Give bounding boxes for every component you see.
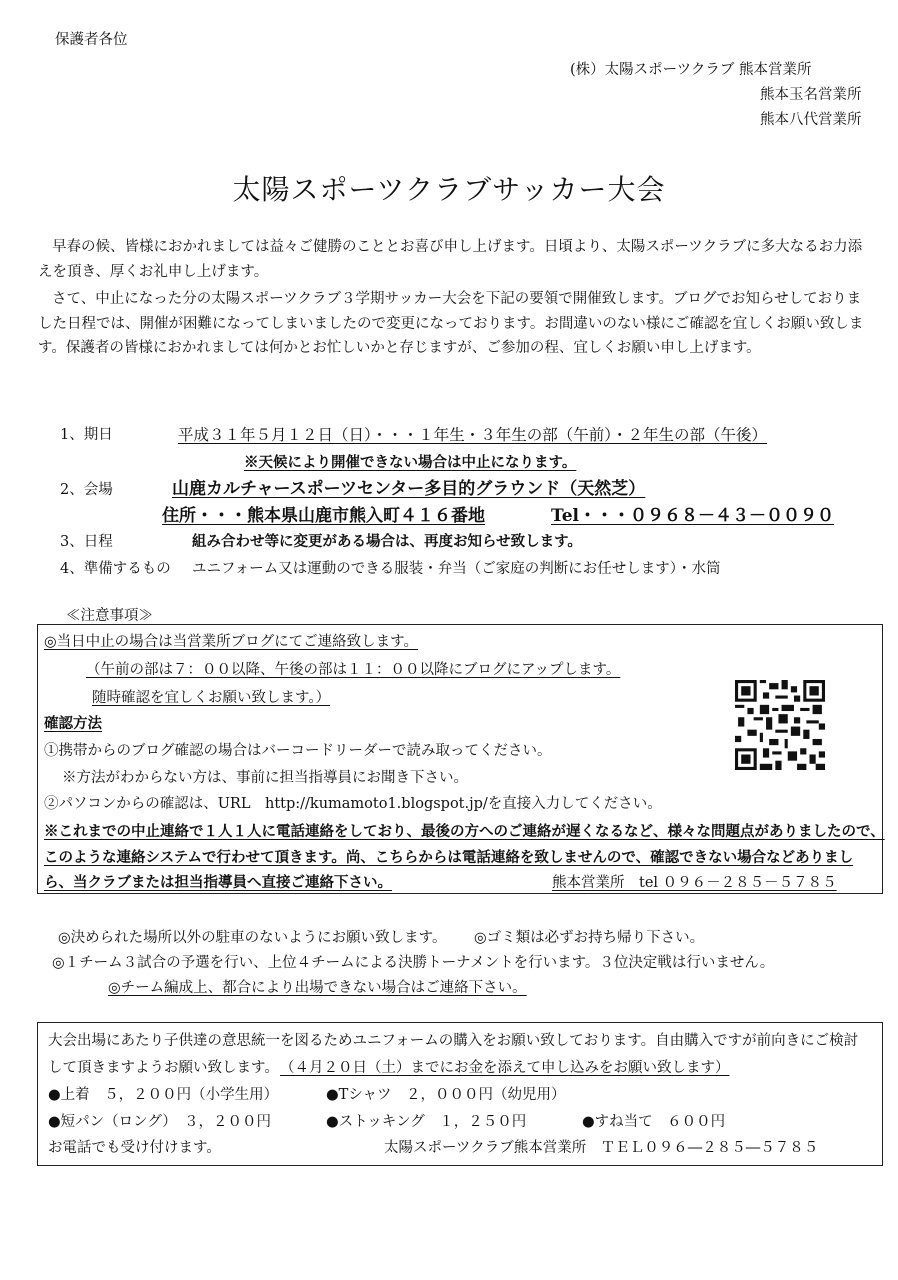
items-value: ユニフォーム又は運動のできる服装・弁当（ご家庭の判断にお任せします）・水筒 xyxy=(192,561,721,577)
date-note: ※天候により開催できない場合は中止になります。 xyxy=(244,454,577,471)
items-label: 4、準備するもの xyxy=(60,561,171,577)
office-tamana: 熊本玉名営業所 xyxy=(760,87,862,103)
addressee: 保護者各位 xyxy=(55,32,128,48)
schedule-label: 3、日程 xyxy=(60,534,113,550)
method-pc: ②パソコンからの確認は、URL http://kumamoto1.blogspot.jp/を直接入力してください。 xyxy=(44,796,662,812)
notice-line-3: 随時確認を宜しくお願い致します。） xyxy=(92,690,331,706)
date-label: 1、期日 xyxy=(60,427,113,443)
schedule-value: 組み合わせ等に変更がある場合は、再度お知らせ致します。 xyxy=(192,533,582,550)
notice-contact: 熊本営業所 tel ０９６－２８５－５７８５ xyxy=(552,875,837,891)
qr-code-icon xyxy=(735,680,825,770)
method-mobile: ①携帯からのブログ確認の場合はバーコードリーダーで読み取ってください。 xyxy=(44,743,552,759)
item-shorts: ●短パン（ロング） ３，２００円 xyxy=(48,1114,272,1130)
intro-paragraph-1: 早春の候、皆様におかれましては益々ご健勝のこととお喜び申し上げます。日頃より、太陽スポーツクラブに多大なるお力添えを頂き、厚くお礼申し上げます。 xyxy=(38,239,863,280)
rule-format: ◎１チーム３試合の予選を行い、上位４チームによる決勝トーナメントを行います。３位決定戦は行いません。 xyxy=(52,955,775,971)
warning-line-1: ※これまでの中止連絡で１人１人に電話連絡をしており、最後の方へのご連絡が遅くなるなど、様々な問題点がありましたので、 xyxy=(44,823,885,840)
method-mobile-note: ※方法がわからない方は、事前に担当指導員にお聞き下さい。 xyxy=(62,770,468,786)
venue-name: 山鹿カルチャースポーツセンター多目的グラウンド（天然芝） xyxy=(172,479,646,499)
rule-garbage: ◎ゴミ類は必ずお持ち帰り下さい。 xyxy=(474,930,705,946)
venue-label: 2、会場 xyxy=(60,482,113,498)
date-value: 平成３１年５月１２日（日）・・・１年生・３年生の部（午前）・２年生の部（午後） xyxy=(178,426,768,444)
warning-line-2: このような連絡システムで行わせて頂きます。尚、こちらからは電話連絡を致しませんので、確認できない場合などありまし xyxy=(44,849,854,866)
uniform-text-2: して頂きますようお願い致します。 xyxy=(48,1060,279,1076)
notice-line-2: （午前の部は７：００以降、午後の部は１１：００以降にブログにアップします。 xyxy=(86,662,621,678)
item-shinguard: ●すね当て ６００円 xyxy=(582,1114,726,1130)
notice-line-1: ◎当日中止の場合は当営業所ブログにてご連絡致します。 xyxy=(44,634,418,650)
item-stocking: ●ストッキング １，２５０円 xyxy=(326,1114,527,1130)
company-line: (株）太陽スポーツクラブ 熊本営業所 xyxy=(570,62,812,78)
uniform-deadline: （４月２０日（土）までにお金を添えて申し込みをお願い致します） xyxy=(280,1060,730,1076)
item-tshirt: ●Tシャツ ２，０００円（幼児用） xyxy=(326,1087,566,1103)
venue-address: 住所・・・熊本県山鹿市熊入町４１６番地 xyxy=(162,506,485,526)
warning-line-3: ら、当クラブまたは担当指導員へ直接ご連絡下さい。 xyxy=(44,874,392,891)
notice-heading: ≪注意事項≫ xyxy=(66,608,153,624)
uniform-phone-note: お電話でも受け付けます。 xyxy=(48,1140,221,1156)
intro-paragraph-2: さて、中止になった分の太陽スポーツクラブ３学期サッカー大会を下記の要領で開催致します。ブログでお知らせしておりました日程では、開催が困難になってしまいましたので変更になっております。お間違いのない様にご確認を宜しくお願い致します。保護者の皆様におかれましては何かとお忙しいかと存じますが、ご参加の程、宜しくお願い申し上げます。 xyxy=(38,291,864,356)
uniform-contact: 太陽スポーツクラブ熊本営業所 ＴＥＬ０９６―２８５―５７８５ xyxy=(384,1140,819,1156)
office-yatsushiro: 熊本八代営業所 xyxy=(760,112,862,128)
method-heading: 確認方法 xyxy=(44,715,102,732)
item-jacket: ●上着 ５，２００円（小学生用） xyxy=(48,1087,279,1103)
page-title: 太陽スポーツクラブサッカー大会 xyxy=(232,173,666,206)
rule-parking: ◎決められた場所以外の駐車のないようにお願い致します。 xyxy=(58,930,447,946)
venue-tel: Tel・・・０９６８－４３－００９０ xyxy=(551,506,834,526)
rule-absence: ◎チーム編成上、都合により出場できない場合はご連絡下さい。 xyxy=(108,980,527,996)
uniform-text-1: 大会出場にあたり子供達の意思統一を図るためユニフォームの購入をお願い致しております。自由購入ですが前向きにご検討 xyxy=(48,1033,859,1049)
